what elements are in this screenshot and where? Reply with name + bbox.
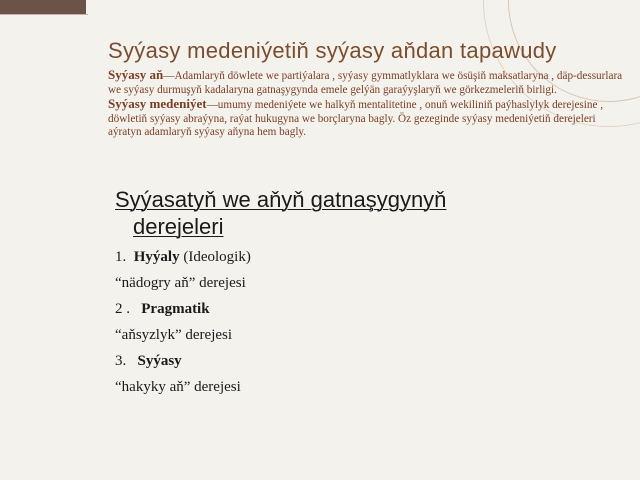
level-description: “aňsyzlyk” derejesi bbox=[115, 327, 233, 343]
definition-political-culture bbox=[108, 97, 630, 140]
level-item bbox=[115, 296, 595, 322]
level-item bbox=[115, 244, 595, 270]
corner-decoration bbox=[0, 0, 88, 16]
level-number: 2 . bbox=[115, 301, 130, 317]
level-number: 3. bbox=[115, 353, 127, 369]
level-description: “hakyky aň” derejesi bbox=[115, 379, 241, 395]
level-name: Pragmatik bbox=[141, 301, 210, 317]
level-description: “nädogry aň” derejesi bbox=[115, 275, 246, 291]
definition-text: —Adamlaryň döwlete we partiýalara , syýasy gymmatlyklara we ösüşiň maksatlaryna , däp-dessurlara we syýasy durmuşyň kadalaryna gatnaşygynda emele gelýän garaýyşlaryň we görkezmeleriň birligi. bbox=[108, 70, 623, 96]
definition-term: Syýasy aň bbox=[108, 67, 164, 82]
slide-title: Syýasy medeniýetiň syýasy aňdan tapawudy bbox=[108, 38, 557, 63]
levels-heading-line1: Syýasatyň we aňyň gatnaşygynyň bbox=[115, 187, 447, 212]
definitions-block bbox=[108, 68, 630, 140]
definition-term: Syýasy medeniýet bbox=[108, 96, 207, 112]
corner-line bbox=[0, 14, 88, 15]
level-item bbox=[115, 348, 595, 374]
level-number: 1. bbox=[115, 249, 127, 265]
definition-political-consciousness bbox=[108, 68, 630, 97]
levels-heading-line2: derejeleri bbox=[133, 214, 224, 239]
levels-list bbox=[115, 244, 595, 400]
definition-text: —umumy medeniýete we halkyň mentalitetine , onuň wekiliniň paýhaslylyk derejesine , döwletiň syýasy abraýyna, raýat hukugyna we borçlaryna bagly. Öz gezeginde syýasy medeniýetiň derejeleri aýratyn adamlaryň syýasy aňyna hem bagly. bbox=[108, 99, 604, 139]
level-note: (Ideologik) bbox=[183, 249, 251, 265]
corner-bar bbox=[0, 0, 86, 14]
level-name: Syýasy bbox=[137, 353, 182, 369]
levels-heading bbox=[115, 186, 595, 240]
level-name: Hyýaly bbox=[133, 249, 180, 265]
